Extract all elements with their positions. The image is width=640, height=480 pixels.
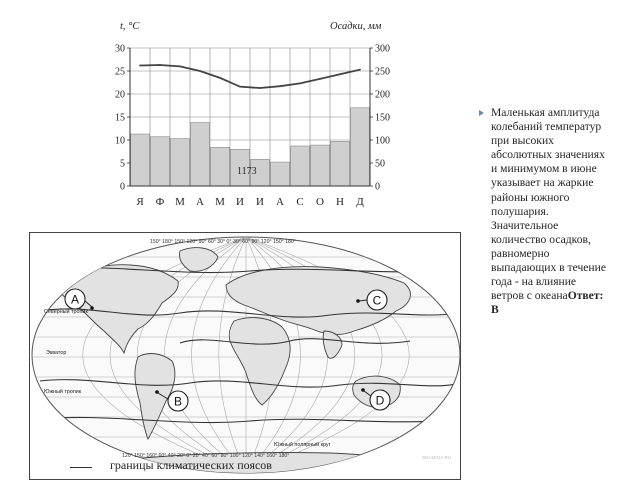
legend-text: границы климатических поясов (110, 458, 272, 472)
month-label: А (196, 196, 204, 208)
left-tick-label: 5 (120, 158, 125, 170)
left-tick-label: 30 (115, 43, 125, 55)
bottom-longitude-scale: 120° 150° 160° 60° 40° 20° 0° 20° 40° 60° 80° 100° 120° 140° 160° 180° (122, 453, 290, 459)
map-svg (30, 233, 461, 480)
precipitation-bar (331, 141, 350, 186)
precipitation-bar (291, 146, 310, 186)
marker-a-letter: A (70, 292, 80, 307)
map-watermark: SDAMGIA.RU (422, 455, 452, 460)
month-label: О (316, 196, 324, 208)
precipitation-bar (311, 145, 330, 186)
left-tick-label: 25 (115, 66, 125, 78)
marker-b-letter: B (173, 394, 183, 409)
month-label: С (296, 196, 304, 208)
precipitation-bar (131, 134, 150, 186)
right-tick-label: 50 (375, 158, 385, 170)
precipitation-bar (271, 162, 290, 186)
right-tick-label: 200 (375, 89, 390, 101)
left-tick-label: 10 (115, 135, 125, 147)
precipitation-bar (351, 108, 370, 186)
bullet-arrow-icon (479, 110, 484, 116)
month-label: Н (336, 196, 344, 208)
left-axis-label: t, °C (120, 21, 140, 32)
right-axis-label: Осадки, мм (330, 21, 382, 32)
month-label: И (256, 196, 264, 208)
climograph-chart (108, 18, 400, 214)
explanation-panel (479, 106, 611, 317)
right-tick-label: 300 (375, 43, 390, 55)
month-label: И (236, 196, 244, 208)
month-label: М (175, 196, 185, 208)
southern-polar-circle-label: Южный полярный круг (274, 442, 331, 448)
explanation-text: Маленькая амплитуда колебаний температур при высоких абсолютных значениях и минимумом в июне указывает на жаркие районы южного полушария. Значительное количество осадков, равномерно выпадающих в течение года - на влияние ветров с океана (491, 106, 606, 303)
precipitation-bar (211, 147, 230, 186)
world-climate-map (29, 232, 461, 480)
right-tick-label: 0 (375, 181, 380, 193)
top-longitude-scale: 150° 180° 150° 120° 90° 60° 30° 0° 30° 60° 90° 120° 150° 180° (150, 239, 296, 245)
month-label: Д (356, 196, 364, 208)
legend-line-sample (70, 467, 92, 468)
answer-text: Ответ: В (491, 289, 604, 317)
month-label: М (215, 196, 225, 208)
right-tick-label: 150 (375, 112, 390, 124)
right-tick-label: 100 (375, 135, 390, 147)
northern-tropic-label: Северный тропик (44, 309, 88, 315)
right-tick-label: 250 (375, 66, 390, 78)
precipitation-bar (151, 137, 170, 186)
southern-tropic-label: Южный тропик (44, 389, 82, 395)
month-label: Я (136, 196, 144, 208)
marker-c-letter: C (372, 293, 382, 308)
month-label: Ф (155, 196, 165, 208)
equator-label: Экватор (46, 350, 67, 356)
explanation-item (479, 106, 611, 317)
left-tick-label: 20 (115, 89, 125, 101)
left-tick-label: 15 (115, 112, 125, 124)
annual-precipitation-total: 1173 (237, 166, 257, 177)
precipitation-bar (191, 123, 210, 186)
marker-d-letter: D (375, 393, 385, 408)
left-tick-label: 0 (120, 181, 125, 193)
precipitation-bar (171, 139, 190, 186)
month-label: А (276, 196, 284, 208)
